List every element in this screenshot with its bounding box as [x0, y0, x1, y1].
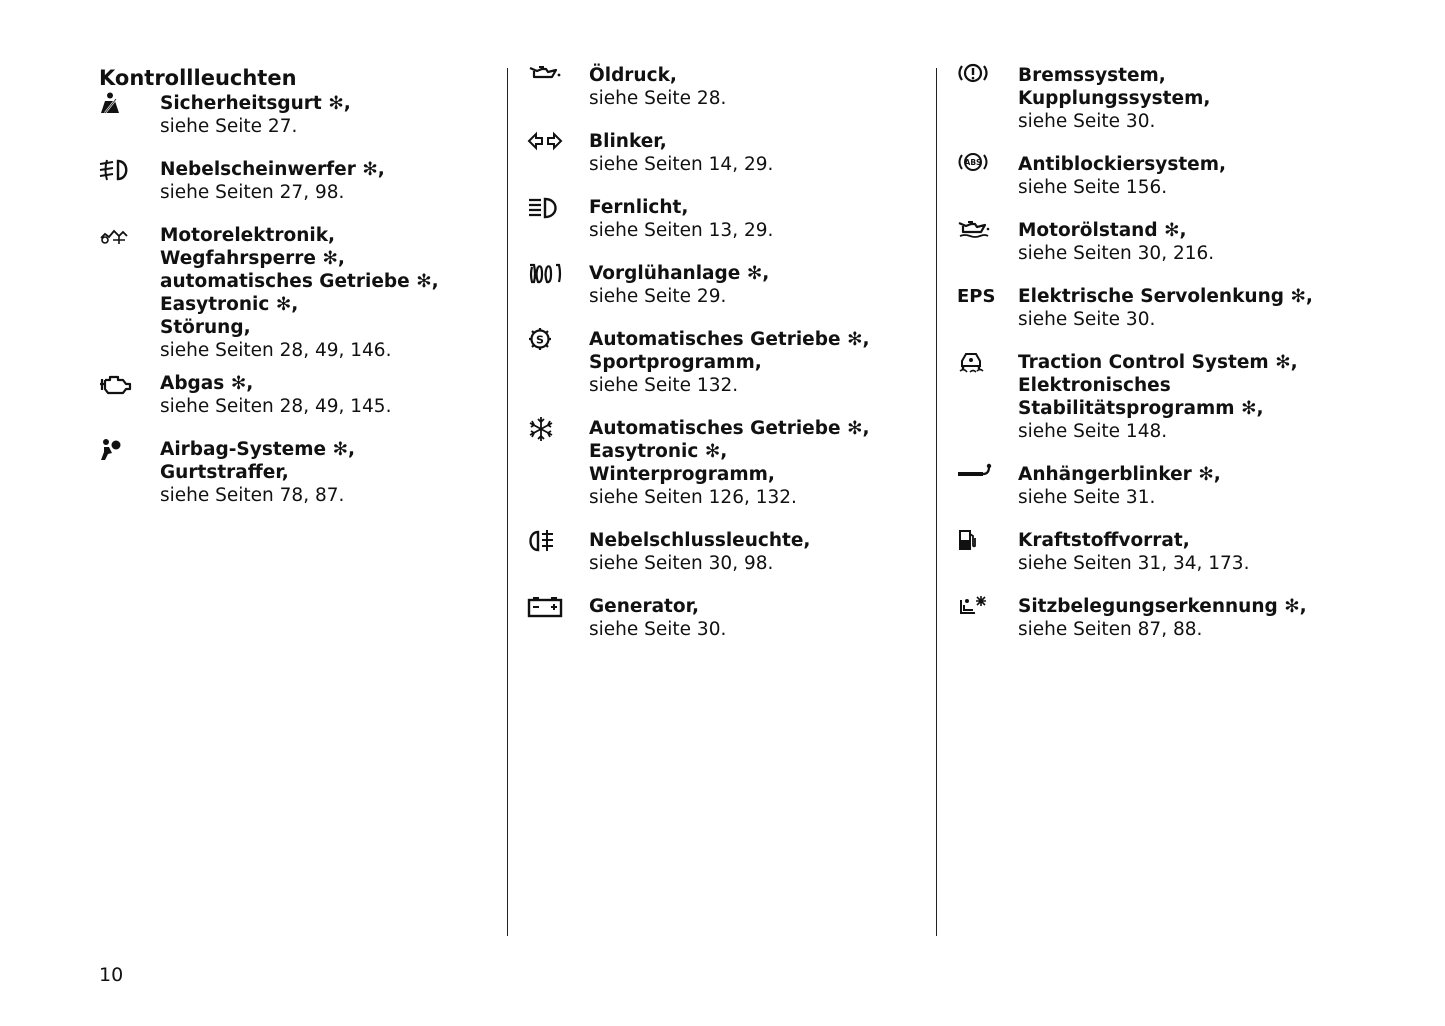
- page-reference: siehe Seiten 126, 132.: [589, 487, 797, 508]
- eps-icon: EPS: [957, 286, 996, 307]
- engine-electronics-icon: [99, 224, 137, 250]
- glow-plug-icon: [528, 262, 566, 288]
- svg-text:S: S: [536, 333, 544, 347]
- battery-icon: [528, 595, 566, 621]
- oil-level-icon: [957, 219, 995, 245]
- entry-title: Störung,: [160, 317, 251, 338]
- entry-title: automatisches Getriebe ✻,: [160, 271, 439, 292]
- page-number: 10: [99, 964, 124, 986]
- entry-title: Motorelektronik,: [160, 225, 336, 246]
- entry-title: Fernlicht,: [589, 197, 689, 218]
- sport-mode-icon: [528, 328, 566, 354]
- rear-fog-light-icon: [528, 529, 566, 555]
- entry-title: Öldruck,: [589, 65, 677, 86]
- entry-title: Motorölstand ✻,: [1018, 220, 1187, 241]
- brake-warning-icon: [957, 64, 995, 90]
- high-beam-icon: [528, 196, 566, 222]
- page-reference: siehe Seite 30.: [1018, 111, 1156, 132]
- page-reference: siehe Seiten 87, 88.: [1018, 619, 1203, 640]
- entry-title: Sitzbelegungserkennung ✻,: [1018, 596, 1307, 617]
- page-reference: siehe Seiten 31, 34, 173.: [1018, 553, 1250, 574]
- page-reference: siehe Seite 31.: [1018, 487, 1156, 508]
- page-reference: siehe Seite 29.: [589, 286, 727, 307]
- airbag-icon: [99, 438, 137, 464]
- page-reference: siehe Seiten 78, 87.: [160, 485, 345, 506]
- entry-title: Kupplungssystem,: [1018, 88, 1211, 109]
- seatbelt-icon: [99, 92, 137, 118]
- svg-text:ABS: ABS: [964, 158, 982, 167]
- entry-title: Nebelschlussleuchte,: [589, 530, 811, 551]
- entry-title: Automatisches Getriebe ✻,: [589, 329, 870, 350]
- entry-title: Sicherheitsgurt ✻,: [160, 93, 351, 114]
- page-reference: siehe Seite 27.: [160, 116, 298, 137]
- traction-control-icon: [957, 351, 995, 377]
- page-reference: siehe Seiten 28, 49, 146.: [160, 340, 392, 361]
- entry-title: Anhängerblinker ✻,: [1018, 464, 1221, 485]
- page-reference: siehe Seiten 30, 98.: [589, 553, 774, 574]
- entry-title: Airbag-Systeme ✻,: [160, 439, 356, 460]
- abs-icon: [957, 153, 995, 179]
- column-divider-right: [936, 68, 937, 936]
- entry-title: Easytronic ✻,: [160, 294, 299, 315]
- page-reference: siehe Seite 30.: [589, 619, 727, 640]
- entry-title: Sportprogramm,: [589, 352, 762, 373]
- page-reference: siehe Seiten 30, 216.: [1018, 243, 1215, 264]
- entry-title: Wegfahrsperre ✻,: [160, 248, 345, 269]
- page-title: Kontrollleuchten: [99, 66, 297, 90]
- page-reference: siehe Seite 148.: [1018, 421, 1168, 442]
- page-reference: siehe Seite 28.: [589, 88, 727, 109]
- page-reference: siehe Seiten 27, 98.: [160, 182, 345, 203]
- seat-occupancy-icon: [957, 595, 995, 621]
- page-reference: siehe Seite 30.: [1018, 309, 1156, 330]
- column-divider-left: [507, 68, 508, 936]
- entry-title: Stabilitätsprogramm ✻,: [1018, 398, 1264, 419]
- entry-title: Blinker,: [589, 131, 667, 152]
- page-reference: siehe Seiten 13, 29.: [589, 220, 774, 241]
- fog-light-front-icon: [99, 158, 137, 184]
- entry-title: Antiblockiersystem,: [1018, 154, 1227, 175]
- trailer-signal-icon: [957, 463, 995, 489]
- entry-title: Abgas ✻,: [160, 373, 254, 394]
- page-reference: siehe Seite 156.: [1018, 177, 1168, 198]
- fuel-icon: [957, 529, 995, 555]
- entry-title: Elektrische Servolenkung ✻,: [1018, 286, 1313, 307]
- oil-pressure-icon: [528, 64, 566, 90]
- entry-title: Generator,: [589, 596, 700, 617]
- entry-title: Easytronic ✻,: [589, 441, 728, 462]
- entry-title: Kraftstoffvorrat,: [1018, 530, 1190, 551]
- winter-mode-icon: [528, 417, 566, 443]
- check-engine-icon: [99, 372, 137, 398]
- turn-signal-icon: [528, 130, 566, 156]
- entry-title: Nebelscheinwerfer ✻,: [160, 159, 385, 180]
- page-reference: siehe Seiten 28, 49, 145.: [160, 396, 392, 417]
- entry-title: Elektronisches: [1018, 375, 1171, 396]
- entry-title: Winterprogramm,: [589, 464, 775, 485]
- entry-title: Vorglühanlage ✻,: [589, 263, 770, 284]
- page-reference: siehe Seiten 14, 29.: [589, 154, 774, 175]
- entry-title: Gurtstraffer,: [160, 462, 289, 483]
- entry-title: Automatisches Getriebe ✻,: [589, 418, 870, 439]
- entry-title: Traction Control System ✻,: [1018, 352, 1298, 373]
- page-reference: siehe Seite 132.: [589, 375, 739, 396]
- entry-title: Bremssystem,: [1018, 65, 1166, 86]
